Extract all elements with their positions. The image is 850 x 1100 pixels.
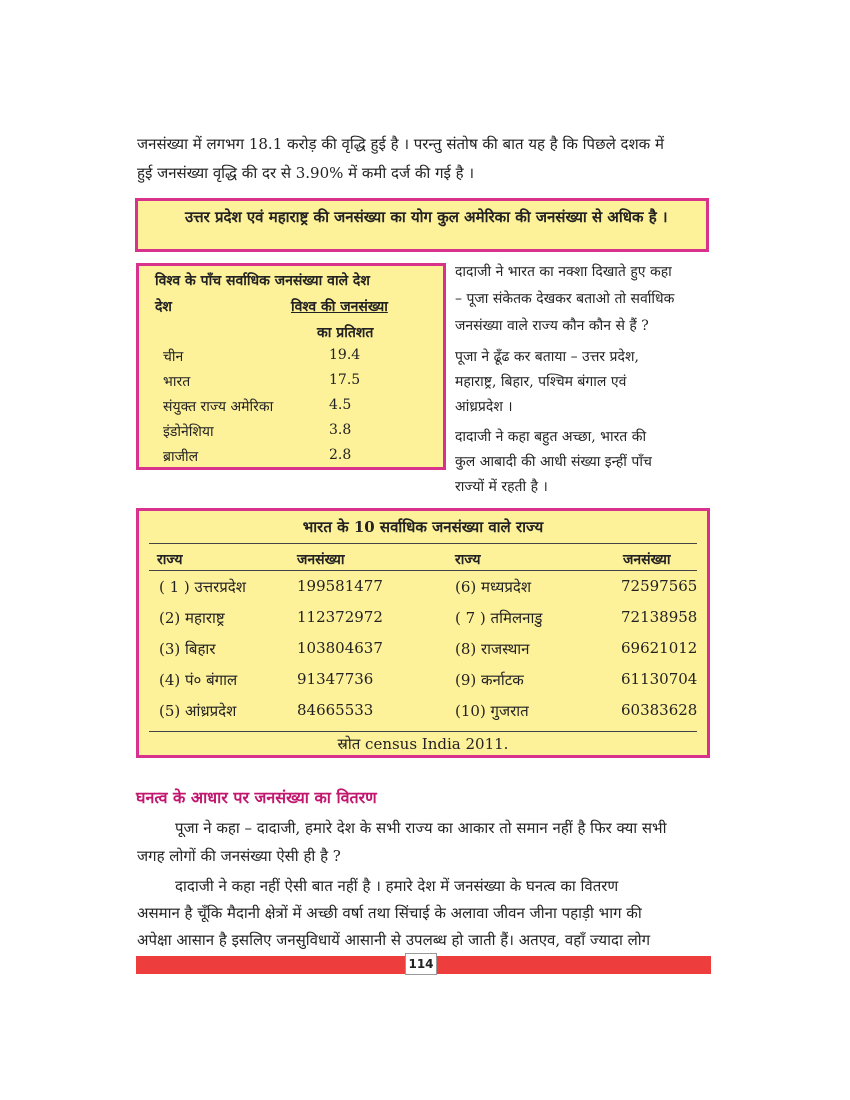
side-line-5: महाराष्ट्र, बिहार, पश्चिम बंगाल एवं: [455, 374, 627, 390]
country-share: 4.5: [329, 397, 352, 413]
state-name: (5) आंध्रप्रदेश: [159, 702, 237, 720]
state-population: 61130704: [621, 670, 698, 688]
country-share: 17.5: [329, 372, 361, 388]
country-share: 3.8: [329, 422, 352, 438]
para2-line-2: असमान है चूँकि मैदानी क्षेत्रों में अच्छी वर्षा तथा सिंचाई के अलावा जीवन जीना पहाड़ी भाग की: [137, 904, 642, 922]
col-header-state: राज्य: [157, 552, 183, 568]
state-name: (3) बिहार: [159, 640, 216, 658]
state-name: (2) महाराष्ट्र: [159, 609, 225, 627]
state-population: 103804637: [297, 639, 383, 657]
state-population: 72597565: [621, 577, 698, 595]
side-line-7: दादाजी ने कहा बहुत अच्छा, भारत की: [455, 429, 647, 445]
state-population: 72138958: [621, 608, 698, 626]
country-name: इंडोनेशिया: [163, 424, 214, 440]
side-line-3: जनसंख्या वाले राज्य कौन कौन से हैं ?: [455, 318, 649, 334]
col-header-state-2: राज्य: [455, 552, 481, 568]
state-name: (9) कर्नाटक: [455, 671, 524, 689]
table-row: [139, 372, 443, 398]
source-note: स्रोत census India 2011.: [337, 735, 509, 753]
col-header-country: देश: [155, 299, 172, 315]
section-heading: घनत्व के आधार पर जनसंख्या का वितरण: [136, 788, 377, 807]
table-row: [139, 422, 443, 448]
country-share: 2.8: [329, 447, 352, 463]
state-population: 112372972: [297, 608, 383, 626]
state-name: (6) मध्यप्रदेश: [455, 578, 532, 596]
state-population: 60383628: [621, 701, 698, 719]
side-line-2: – पूजा संकेतक देखकर बताओ तो सर्वाधिक: [455, 291, 675, 307]
para2-line-3: अपेक्षा आसान है इसलिए जनसुविधायें आसानी से उपलब्ध हो जाती हैं। अतएव, वहाँ ज्यादा लोग: [137, 931, 651, 949]
callout-text: उत्तर प्रदेश एवं महाराष्ट्र की जनसंख्या का योग कुल अमेरिका की जनसंख्या से अधिक है ।: [185, 208, 668, 226]
divider: [149, 543, 697, 544]
state-population: 84665533: [297, 701, 374, 719]
state-population: 69621012: [621, 639, 698, 657]
table-row: [139, 701, 707, 731]
country-name: ब्राजील: [163, 449, 199, 465]
col-header-population: जनसंख्या: [297, 552, 345, 568]
table-row: [139, 670, 707, 700]
page-number: 114: [405, 953, 437, 975]
country-name: चीन: [163, 349, 184, 365]
para1-line-1: पूजा ने कहा – दादाजी, हमारे देश के सभी राज्य का आकार तो समान नहीं है फिर क्या सभी: [175, 819, 667, 837]
state-name: ( 7 ) तमिलनाडु: [455, 609, 543, 627]
state-population: 91347736: [297, 670, 374, 688]
top-states-table: [136, 508, 710, 758]
side-line-9: राज्यों में रहती है ।: [455, 479, 548, 495]
state-population: 199581477: [297, 577, 383, 595]
table-row: [139, 447, 443, 473]
country-share: 19.4: [329, 347, 361, 363]
table-row: [139, 608, 707, 638]
top-countries-table: [136, 263, 446, 470]
state-name: (10) गुजरात: [455, 702, 529, 720]
table-row: [139, 639, 707, 669]
top-countries-title: विश्व के पाँच सर्वाधिक जनसंख्या वाले देश: [155, 273, 370, 289]
state-name: (4) पं० बंगाल: [159, 671, 238, 689]
side-line-8: कुल आबादी की आधी संख्या इन्हीं पाँच: [455, 454, 652, 470]
side-line-4: पूजा ने ढूँढ कर बताया – उत्तर प्रदेश,: [455, 349, 639, 365]
side-line-1: दादाजी ने भारत का नक्शा दिखाते हुए कहा: [455, 264, 672, 280]
col-header-share-2: का प्रतिशत: [317, 325, 374, 341]
para2-line-1: दादाजी ने कहा नहीं ऐसी बात नहीं है । हमारे देश में जनसंख्या के घनत्व का वितरण: [175, 877, 619, 895]
state-name: (8) राजस्थान: [455, 640, 530, 658]
para1-line-2: जगह लोगों की जनसंख्या ऐसी ही है ?: [137, 847, 341, 865]
side-line-6: आंध्रप्रदेश ।: [455, 399, 513, 415]
divider: [149, 731, 697, 732]
state-name: ( 1 ) उत्तरप्रदेश: [159, 578, 246, 596]
callout-box: [135, 198, 709, 252]
country-name: भारत: [163, 374, 191, 390]
top-states-title: भारत के 10 सर्वाधिक जनसंख्या वाले राज्य: [302, 518, 544, 536]
intro-line-1: जनसंख्या में लगभग 18.1 करोड़ की वृद्धि हुई है । परन्तु संतोष की बात यह है कि पिछले दशक में: [137, 135, 664, 153]
intro-line-2: हुई जनसंख्या वृद्धि की दर से 3.90% में कमी दर्ज की गई है ।: [137, 164, 475, 182]
col-header-share: विश्व की जनसंख्या: [291, 299, 388, 315]
col-header-population-2: जनसंख्या: [623, 552, 671, 568]
divider: [149, 570, 697, 571]
country-name: संयुक्त राज्य अमेरिका: [163, 399, 274, 415]
table-row: [139, 397, 443, 423]
table-row: [139, 577, 707, 607]
table-row: [139, 347, 443, 373]
